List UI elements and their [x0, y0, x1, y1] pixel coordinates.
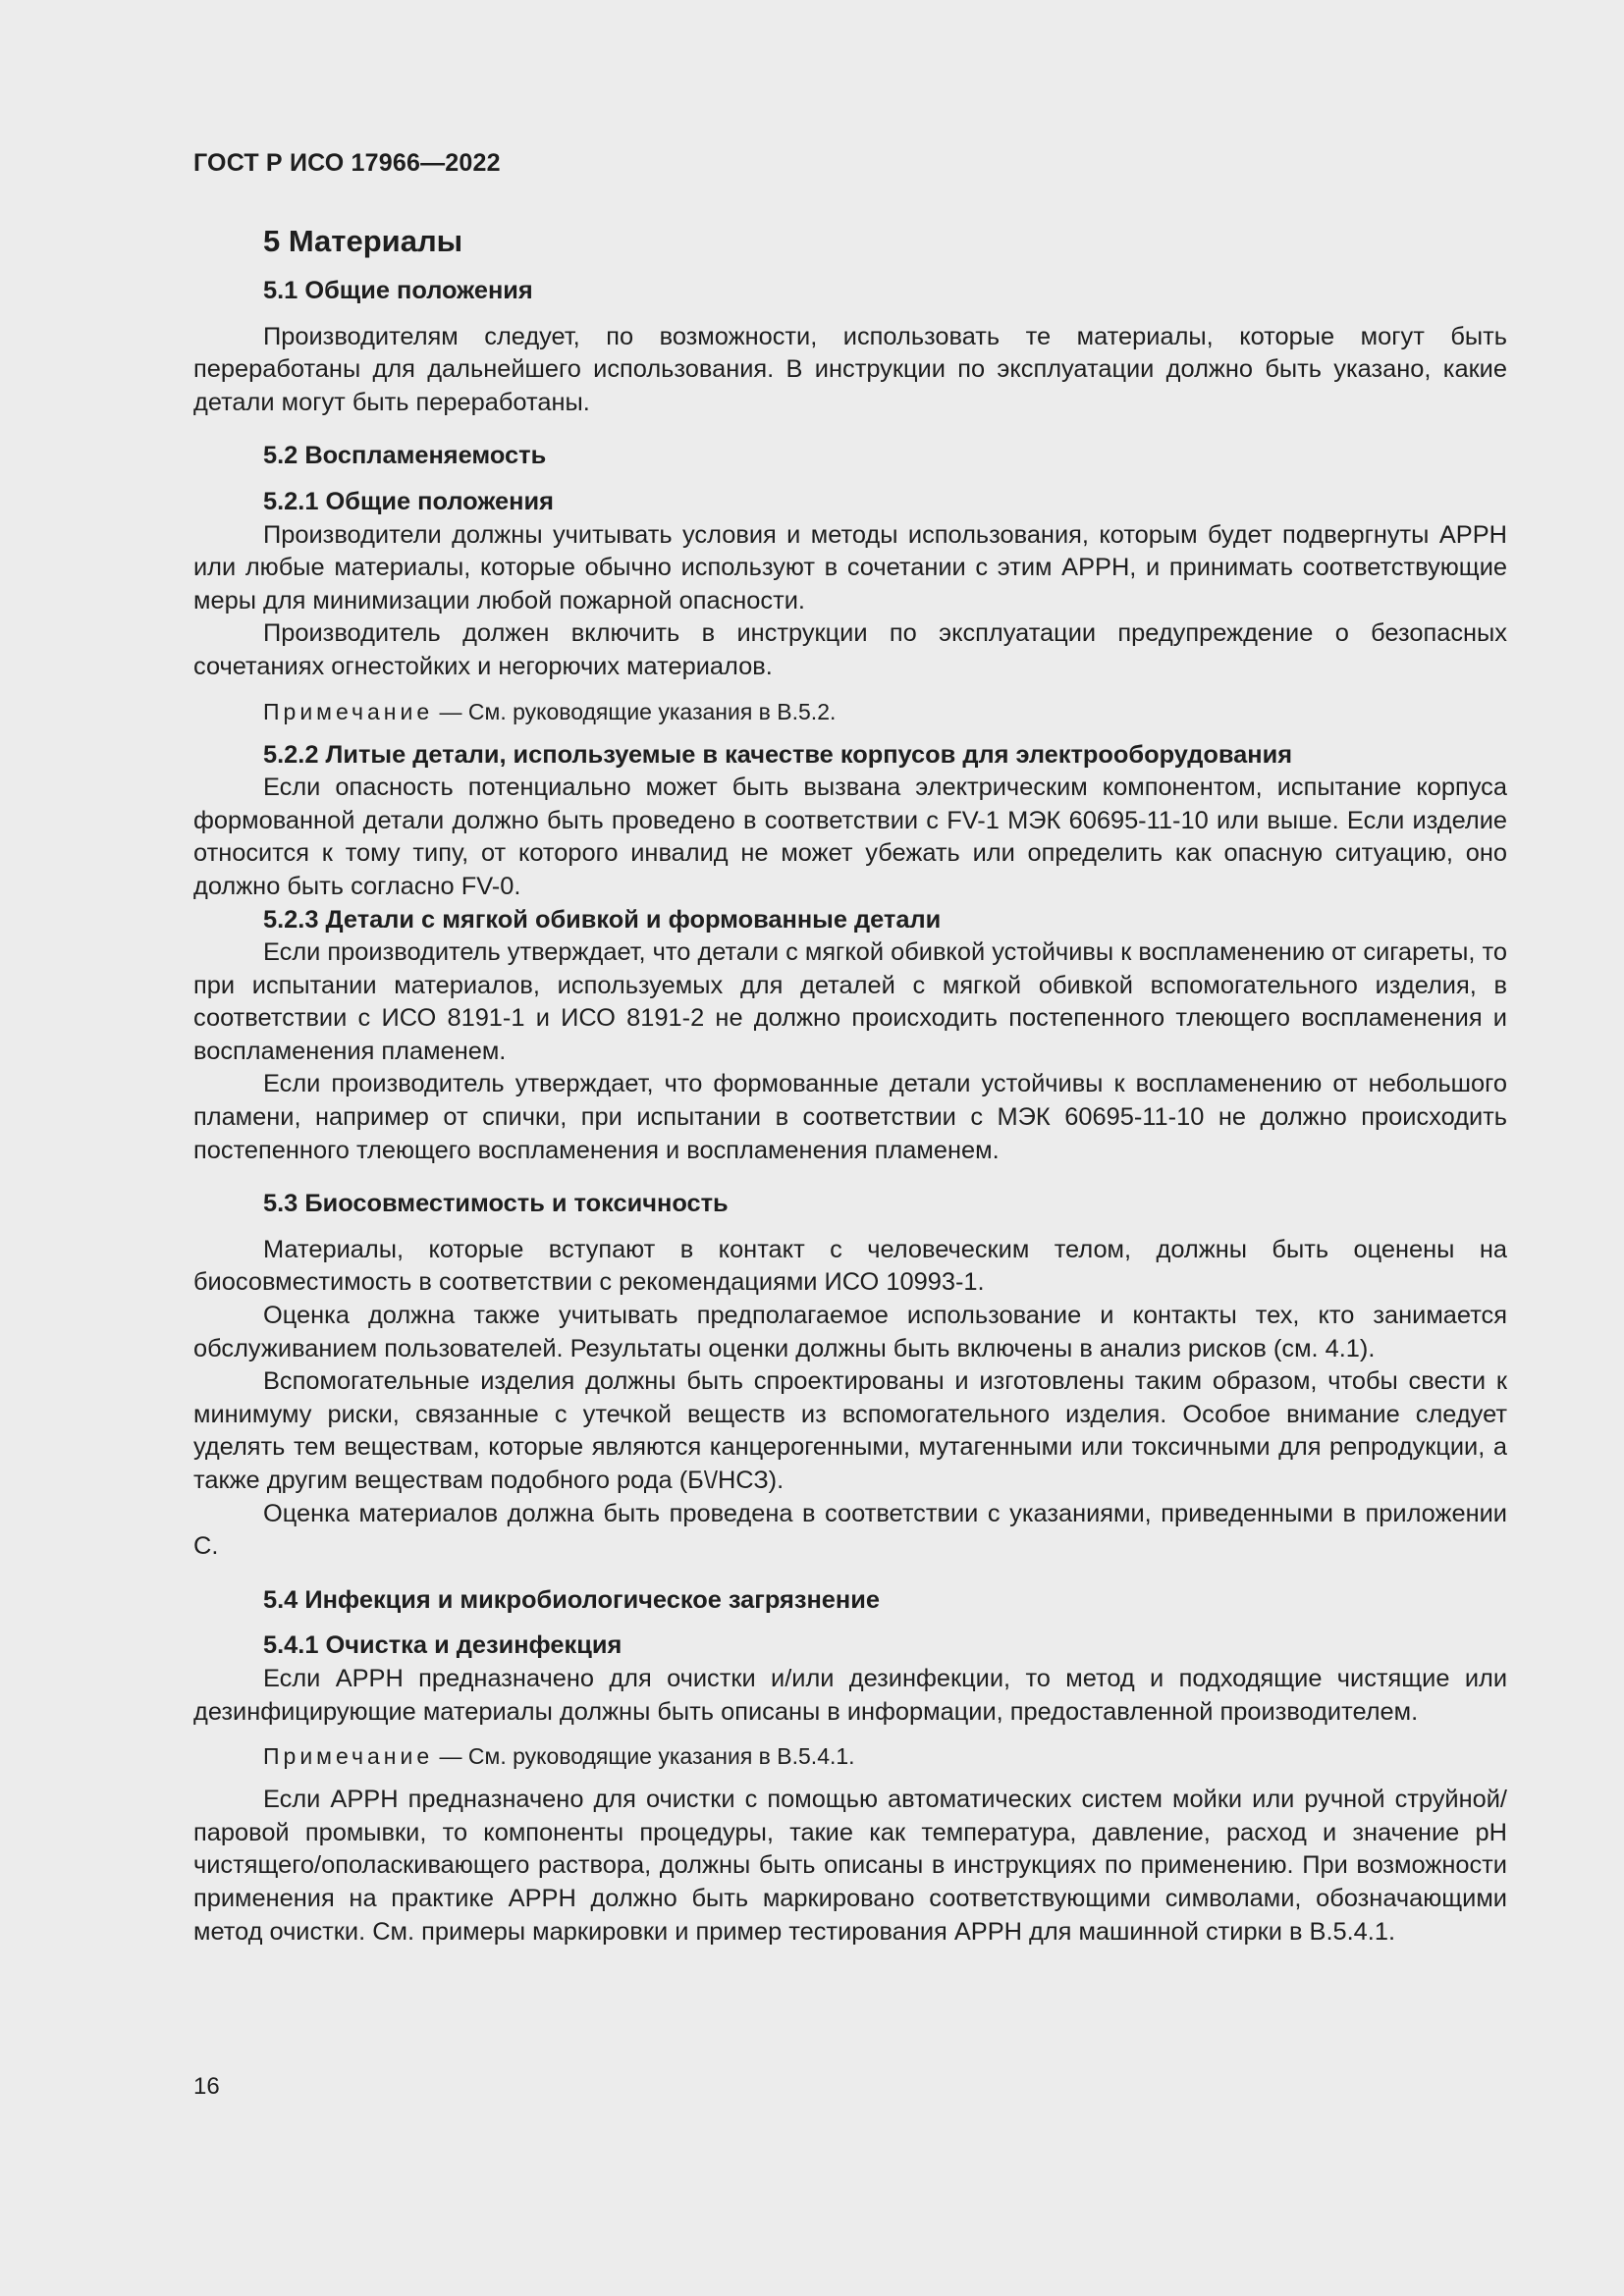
- note-label: Примечание: [263, 698, 434, 724]
- paragraph: Производители должны учитывать условия и методы использования, которым будет подвергнуты АРРН или любые материалы, которые обычно используют в сочетании с этим АРРН, и принимать соответствующие меры для минимизации любой пожарной опасности.: [193, 520, 1507, 614]
- section-5-4-1-heading: 5.4.1 Очистка и дезинфекция: [263, 1631, 623, 1660]
- paragraph: Если АРРН предназначено для очистки с помощью автоматических систем мойки или ручной струйной/паровой промывки, то компоненты процедуры, такие как температура, давление, расход и значение pH чистящего/ополаскивающего раствора, должны быть описаны в инструкциях по применению. При возможности применения на практике АРРН должно быть маркировано соответствующими символами, обозначающими метод очистки. См. примеры маркировки и пример тестирования АРРН для машинной стирки в В.5.4.1.: [193, 1786, 1507, 1946]
- document-body: [193, 222, 1507, 1949]
- note: [263, 696, 1507, 727]
- paragraph: Производителям следует, по возможности, использовать те материалы, которые могут быть переработаны для дальнейшего использования. В инструкции по эксплуатации должно быть указано, какие детали могут быть переработаны.: [193, 322, 1507, 416]
- paragraph: Производитель должен включить в инструкции по эксплуатации предупреждение о безопасных сочетаниях огнестойких и негорючих материалов.: [193, 619, 1507, 680]
- section-5-2-1-heading: 5.2.1 Общие положения: [263, 487, 554, 515]
- note-text: — См. руководящие указания в В.5.2.: [433, 698, 837, 724]
- paragraph: Вспомогательные изделия должны быть спроектированы и изготовлены таким образом, чтобы свести к минимуму риски, связанные с утечкой веществ из вспомогательного изделия. Особое внимание следует уделять тем веществам, которые являются канцерогенными, мутагенными или токсичными для репродукции, а также другим веществам подобного рода (Б\/НСЗ).: [193, 1367, 1507, 1494]
- section-5-2-2-heading: 5.2.2 Литые детали, используемые в качестве корпусов для электрооборудования: [263, 740, 1293, 769]
- note-label: Примечание: [263, 1743, 434, 1770]
- paragraph: Если производитель утверждает, что формованные детали устойчивы к воспламенению от небольшого пламени, например от спички, при испытании в соответствии с МЭК 60695-11-10 не должно происходить постепенного тлеющего воспламенения и воспламенения пламенем.: [193, 1070, 1507, 1164]
- document-header: ГОСТ Р ИСО 17966—2022: [193, 149, 501, 177]
- paragraph: Если АРРН предназначено для очистки и/или дезинфекции, то метод и подходящие чистящие или дезинфицирующие материалы должны быть описаны в информации, предоставленной производителем.: [193, 1664, 1507, 1726]
- section-5-2-3-heading: 5.2.3 Детали с мягкой обивкой и формованные детали: [263, 905, 942, 934]
- paragraph: Материалы, которые вступают в контакт с человеческим телом, должны быть оценены на биосовместимость в соответствии с рекомендациями ИСО 10993-1.: [193, 1235, 1507, 1297]
- section-5-heading: 5 Материалы: [263, 224, 463, 258]
- paragraph: Если производитель утверждает, что детали с мягкой обивкой устойчивы к воспламенению от сигареты, то при испытании материалов, используемых для деталей с мягкой обивкой вспомогательного изделия, в соответствии с ИСО 8191-1 и ИСО 8191-2 не должно происходить постепенного тлеющего воспламенения и воспламенения пламенем.: [193, 938, 1507, 1065]
- section-5-4-heading: 5.4 Инфекция и микробиологическое загрязнение: [263, 1585, 880, 1614]
- paragraph: Если опасность потенциально может быть вызвана электрическим компонентом, испытание корпуса формованной детали должно быть проведено в соответствии с FV-1 МЭК 60695-11-10 или выше. Если изделие относится к тому типу, от которого инвалид не может убежать или определить как опасную ситуацию, оно должно быть согласно FV-0.: [193, 774, 1507, 900]
- note-text: — См. руководящие указания в В.5.4.1.: [433, 1743, 855, 1770]
- section-5-2-heading: 5.2 Воспламеняемость: [263, 442, 547, 470]
- section-5-3-heading: 5.3 Биосовместимость и токсичность: [263, 1190, 729, 1218]
- paragraph: Оценка должна также учитывать предполагаемое использование и контакты тех, кто занимается обслуживанием пользователей. Результаты оценки должны быть включены в анализ рисков (см. 4.1).: [193, 1302, 1507, 1362]
- page-number: 16: [193, 2073, 220, 2100]
- paragraph: Оценка материалов должна быть проведена в соответствии с указаниями, приведенными в приложении С.: [193, 1499, 1507, 1561]
- note: [263, 1740, 1507, 1772]
- section-5-1-heading: 5.1 Общие положения: [263, 277, 533, 304]
